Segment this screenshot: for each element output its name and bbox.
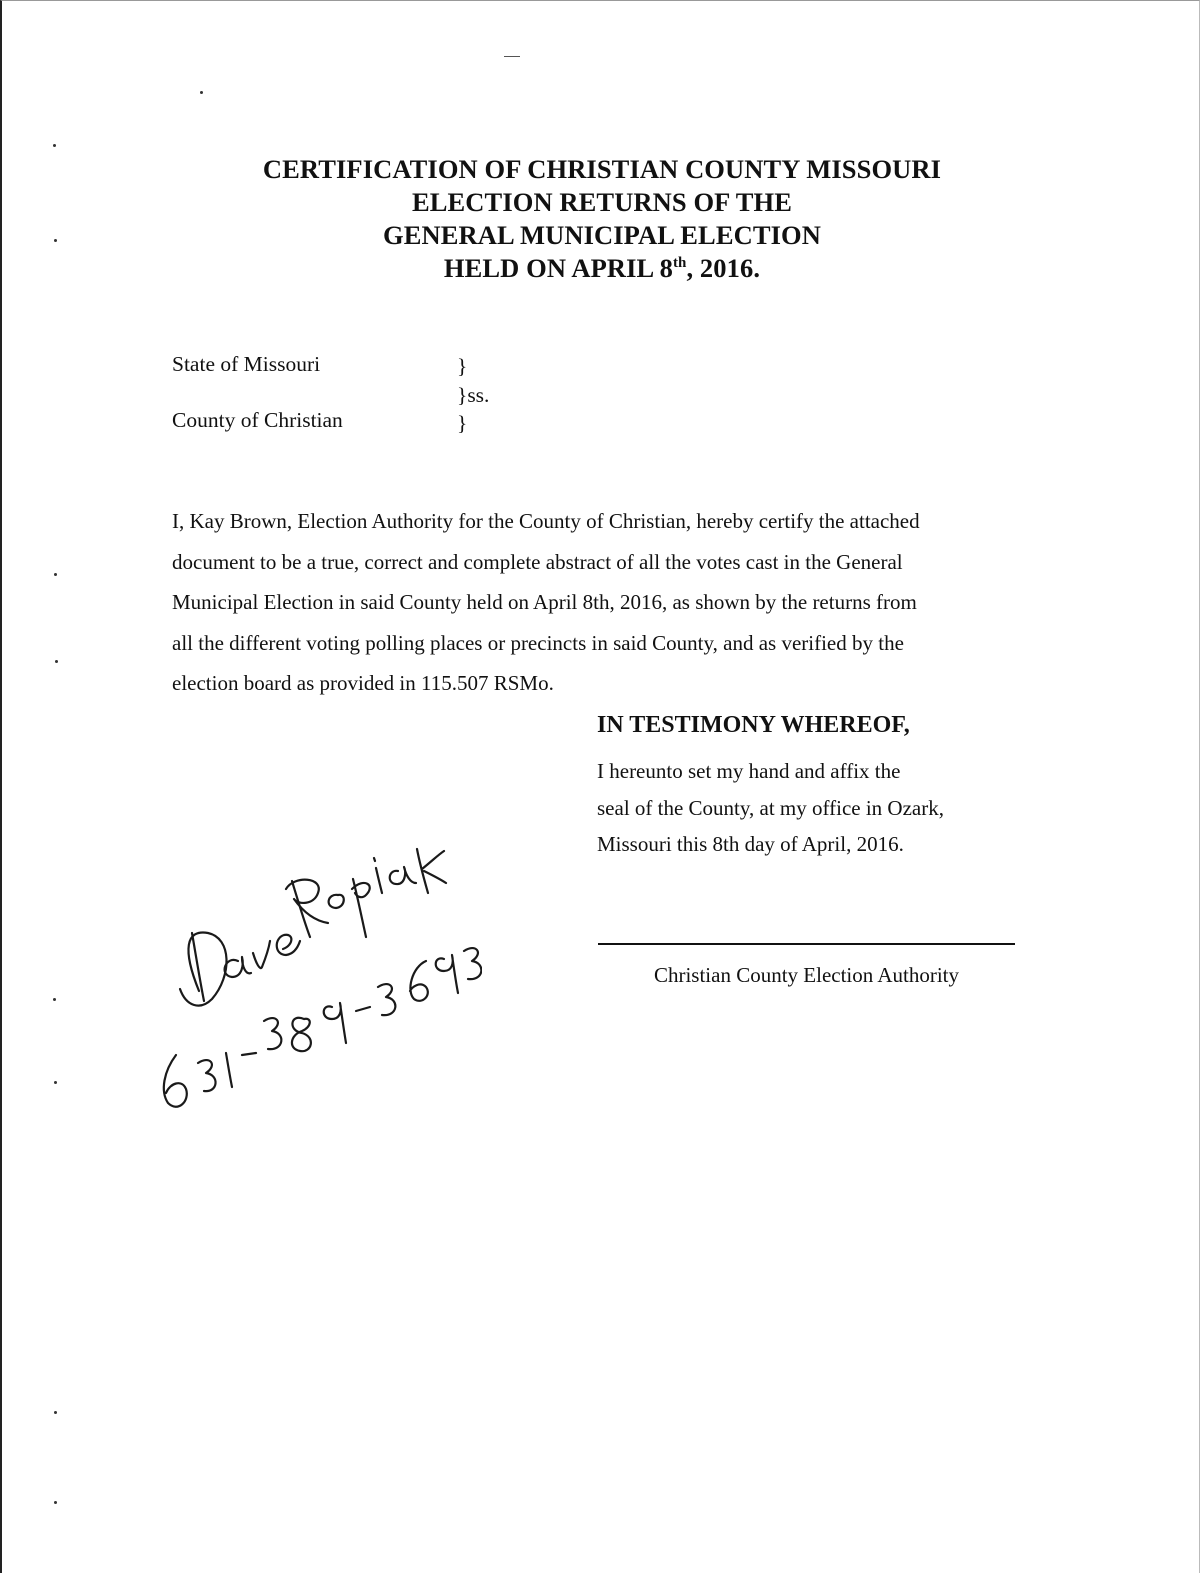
title-line-2: ELECTION RETURNS OF THE bbox=[411, 187, 792, 217]
title-date-superscript: th bbox=[672, 255, 687, 272]
title-line-1: CERTIFICATION OF CHRISTIAN COUNTY MISSOURI bbox=[262, 154, 942, 184]
scan-speck bbox=[53, 998, 56, 1001]
scan-speck bbox=[54, 1411, 57, 1414]
certification-line: all the different voting polling places or precincts in said County, and as verified by the bbox=[172, 630, 904, 655]
document-title bbox=[2, 153, 1200, 285]
testimony-paragraph bbox=[597, 753, 944, 863]
signature-line bbox=[598, 943, 1015, 945]
title-line-4 bbox=[2, 252, 1200, 285]
testimony-line: seal of the County, at my office in Ozark, bbox=[597, 795, 944, 820]
venue-brace-bottom: } bbox=[457, 411, 468, 435]
scan-speck bbox=[54, 573, 57, 576]
certification-line: document to be a true, correct and complete abstract of all the votes cast in the General bbox=[172, 549, 903, 574]
signature-caption: Christian County Election Authority bbox=[653, 963, 960, 987]
venue-brace-ss: }ss. bbox=[457, 383, 490, 407]
venue-brace-top: } bbox=[457, 354, 468, 378]
certification-line: Municipal Election in said County held on April 8th, 2016, as shown by the returns from bbox=[172, 590, 917, 614]
scan-speck bbox=[54, 1501, 57, 1504]
handwritten-phone bbox=[164, 948, 482, 1107]
scan-speck bbox=[54, 1081, 57, 1084]
scan-speck bbox=[200, 91, 203, 94]
handwritten-name bbox=[180, 849, 446, 1006]
title-date-suffix: , 2016. bbox=[686, 253, 761, 283]
testimony-heading: IN TESTIMONY WHEREOF, bbox=[597, 712, 910, 738]
handwritten-note bbox=[152, 841, 482, 1131]
certification-paragraph bbox=[172, 501, 1072, 704]
venue-state: State of Missouri bbox=[172, 352, 321, 376]
title-date-prefix: HELD ON APRIL 8 bbox=[443, 253, 673, 283]
scan-mark bbox=[504, 56, 520, 57]
testimony-line: I hereunto set my hand and affix the bbox=[597, 759, 901, 783]
certification-line: election board as provided in 115.507 RSMo. bbox=[172, 671, 554, 695]
certification-line: I, Kay Brown, Election Authority for the County of Christian, hereby certify the attached bbox=[172, 509, 920, 533]
scan-speck bbox=[55, 660, 58, 663]
title-line-3: GENERAL MUNICIPAL ELECTION bbox=[383, 220, 821, 250]
venue-county: County of Christian bbox=[172, 408, 343, 432]
scan-speck bbox=[53, 144, 56, 147]
testimony-line: Missouri this 8th day of April, 2016. bbox=[597, 832, 904, 856]
